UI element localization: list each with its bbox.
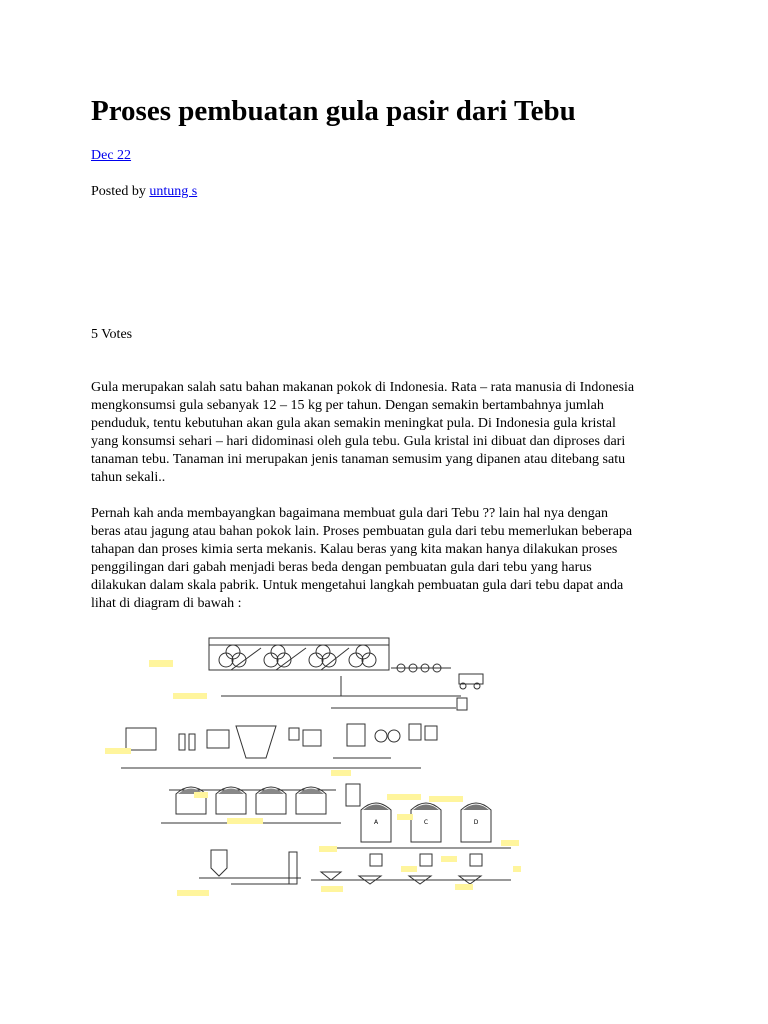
diagram-label-box (149, 660, 173, 667)
author-link[interactable]: untung s (149, 184, 198, 199)
diagram-label-box (455, 884, 473, 890)
paragraph-line: Pernah kah anda membayangkan bagaimana membuat gula dari Tebu ?? lain hal nya dengan (91, 506, 608, 521)
process-paragraph (91, 505, 691, 613)
paragraph-line: lihat di diagram di bawah : (91, 596, 242, 611)
pan-c-label: C (423, 819, 429, 826)
paragraph-line: tanaman tebu. Tanaman ini merupakan jenis tanaman semusim yang dipanen atau ditebang satu (91, 452, 626, 467)
dryer-storage (199, 850, 301, 884)
cane-carrier (391, 664, 483, 689)
diagram-label-box (177, 890, 209, 896)
intro-paragraph (91, 379, 691, 487)
paragraph-line: tahun sekali.. (91, 470, 166, 485)
diagram-label-box (194, 792, 208, 798)
paragraph-line: Gula merupakan salah satu bahan makanan pokok di Indonesia. Rata – rata manusia di Indonesia (91, 380, 635, 395)
diagram-label-box (387, 794, 421, 800)
paragraph-line: yang konsumsi sehari – hari didominasi oleh gula tebu. Gula kristal ini dibuat dan diproses dari (91, 434, 626, 449)
sugar-process-diagram (91, 618, 521, 910)
diagram-label-box (321, 886, 343, 892)
diagram-label-box (429, 796, 463, 802)
diagram-label-box (513, 866, 521, 872)
pan-a-label: A (373, 819, 379, 826)
diagram-label-box (105, 748, 131, 754)
paragraph-line: penduduk, tentu kebutuhan akan gula akan semakin meningkat pula. Di Indonesia gula kristal (91, 416, 616, 431)
post-byline (91, 183, 197, 200)
post-title: Proses pembuatan gula pasir dari Tebu (91, 95, 576, 127)
paragraph-line: penggilingan dari gabah menjadi beras beda dengan pembuatan gula dari tebu yang harus (91, 560, 592, 575)
diagram-label-box (331, 770, 351, 776)
paragraph-line: dilakukan dalam skala pabrik. Untuk mengetahui langkah pembuatan gula dari tebu dapat anda (91, 578, 624, 593)
paragraph-line: tahapan dan proses kimia serta mekanis. Kalau beras yang kita makan hanya dilakukan proses (91, 542, 618, 557)
pan-d-label: D (473, 819, 479, 826)
mill-train (209, 638, 389, 670)
diagram-label-box (319, 846, 337, 852)
paragraph-line: mengkonsumsi gula sebanyak 12 – 15 kg per tahun. Dengan semakin bertambahnya jumlah (91, 398, 604, 413)
diagram-label-box (227, 818, 263, 824)
votes-count: 5 Votes (91, 327, 133, 342)
diagram-label-box (401, 866, 417, 872)
clarification-section (121, 676, 467, 768)
paragraph-line: beras atau jagung atau bahan pokok lain. Proses pembuatan gula dari tebu memerlukan beberapa (91, 524, 633, 539)
diagram-label-box (441, 856, 457, 862)
posted-by-label: Posted by (91, 184, 146, 199)
diagram-label-box (501, 840, 519, 846)
diagram-label-box (397, 814, 413, 820)
diagram-label-box (173, 693, 207, 699)
post-date-link[interactable]: Dec 22 (91, 148, 132, 163)
